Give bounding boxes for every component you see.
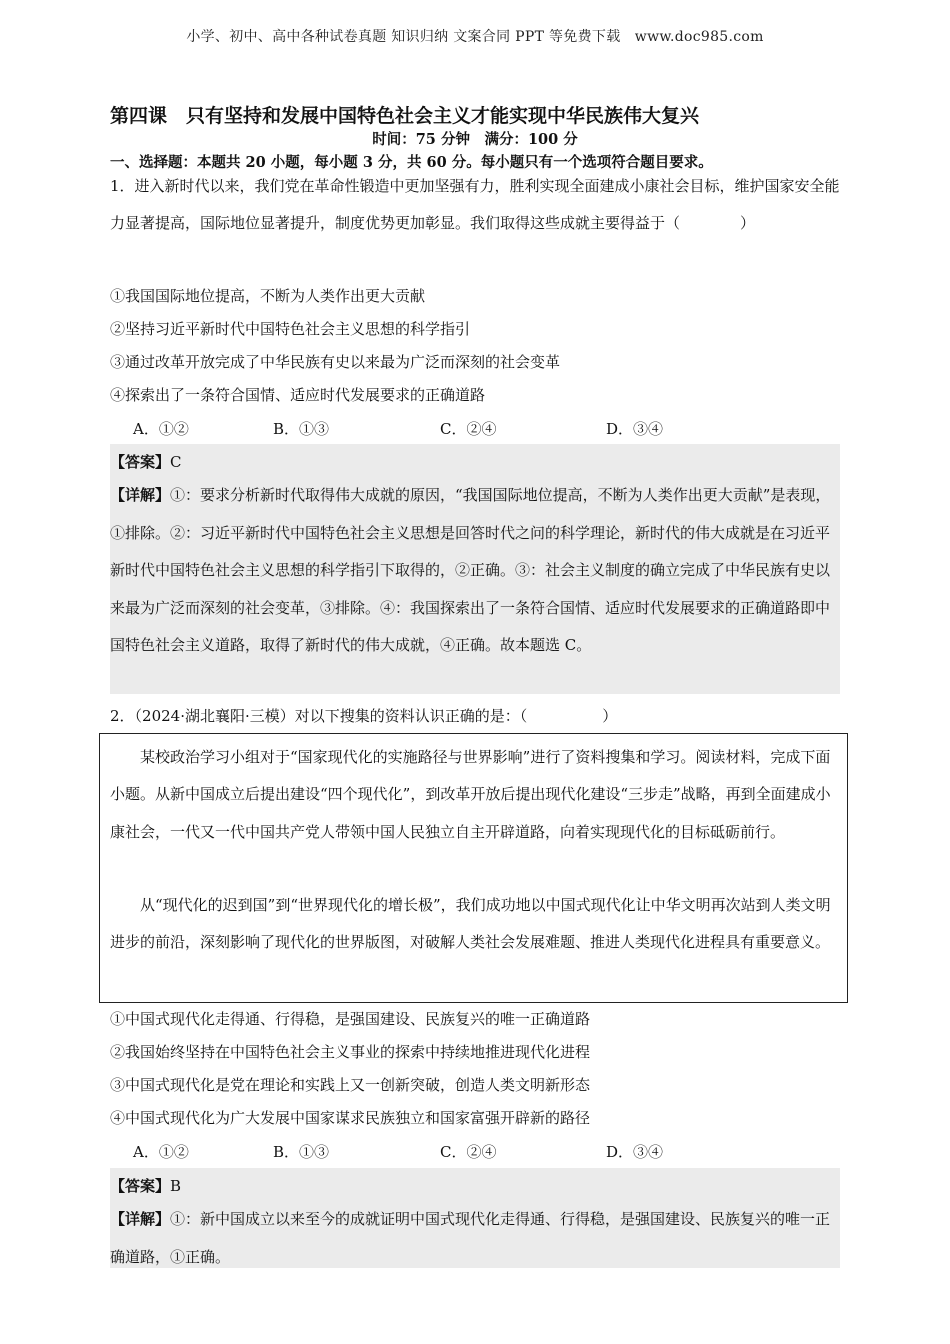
q1-option-4: ④探索出了一条符合国情、适应时代发展要求的正确道路 xyxy=(110,386,486,404)
exam-info: 时间：75 分钟 满分：100 分 xyxy=(372,131,578,148)
q1-option-3: ③通过改革开放完成了中华民族有史以来最为广泛而深刻的社会变革 xyxy=(110,353,561,371)
q2-answer xyxy=(110,1168,840,1206)
question-2-stem: 2．（2024·湖北襄阳·三模）对以下搜集的资料认识正确的是：（ ） xyxy=(110,707,618,725)
q2-detail-text: ①：新中国成立以来至今的成就证明中国式现代化走得通、行得稳，是强国建设、民族复兴的唯一正确道路，①正确。 xyxy=(110,1210,831,1266)
q2-choice-b: B．①③ xyxy=(273,1143,330,1161)
q2-answer-tag: 【答案】 xyxy=(110,1177,171,1195)
q1-detail-tag: 【详解】 xyxy=(110,486,171,504)
q1-choice-a: A．①② xyxy=(133,420,189,438)
material-paragraph-1: 某校政治学习小组对于“国家现代化的实施路径与世界影响”进行了资料搜集和学习。阅读材料，完成下面小题。从新中国成立后提出建设“四个现代化”，到改革开放后提出现代化建设“三步走”战略，再到全面建成小康社会，一代又一代中国共产党人带领中国人民独立自主开辟道路，向着实现现代化的目标砥砺前行。 xyxy=(110,748,831,841)
material-paragraph-2: 从“现代化的迟到国”到“世界现代化的增长极”，我们成功地以中国式现代化让中华文明再次站到人类文明进步的前沿，深刻影响了现代化的世界版图，对破解人类社会发展难题、推进人类现代化进程具有重要意义。 xyxy=(110,896,831,952)
q2-choice-a: A．①② xyxy=(133,1143,189,1161)
q1-choice-b: B．①③ xyxy=(273,420,330,438)
section-heading: 一、选择题：本题共 20 小题，每小题 3 分，共 60 分。每小题只有一个选项符合题目要求。 xyxy=(110,154,713,171)
q2-option-2: ②我国始终坚持在中国特色社会主义事业的探索中持续地推进现代化进程 xyxy=(110,1043,591,1061)
q1-option-1: ①我国国际地位提高，不断为人类作出更大贡献 xyxy=(110,287,426,305)
q1-choice-d: D．③④ xyxy=(606,420,664,438)
q1-detail-text: ①：要求分析新时代取得伟大成就的原因，“我国国际地位提高，不断为人类作出更大贡献”是表现，①排除。②：习近平新时代中国特色社会主义思想是回答时代之问的科学理论，新时代的伟大成就是在习近平新时代中国特色社会主义思想的科学指引下取得的，②正确。③：社会主义制度的确立完成了中华民族有史以来最为广泛而深刻的社会变革，③排除。④：我国探索出了一条符合国情、适应时代发展要求的正确道路即中国特色社会主义道路，取得了新时代的伟大成就，④正确。故本题选 C。 xyxy=(110,486,831,654)
q2-choice-c: C．②④ xyxy=(440,1143,497,1161)
q2-detail xyxy=(110,1201,840,1276)
q2-option-3: ③中国式现代化是党在理论和实践上又一创新突破，创造人类文明新形态 xyxy=(110,1076,591,1094)
q2-detail-tag: 【详解】 xyxy=(110,1210,171,1228)
site-header: 小学、初中、高中各种试卷真题 知识归纳 文案合同 PPT 等免费下载 www.doc985.com xyxy=(186,29,764,45)
q1-choice-c: C．②④ xyxy=(440,420,497,438)
q1-answer-tag: 【答案】 xyxy=(110,453,171,471)
q1-option-2: ②坚持习近平新时代中国特色社会主义思想的科学指引 xyxy=(110,320,471,338)
question-1-stem: 1．进入新时代以来，我们党在革命性锻造中更加坚强有力，胜利实现全面建成小康社会目标，维护国家安全能力显著提高，国际地位显著提升，制度优势更加彰显。我们取得这些成就主要得益于（ ） xyxy=(110,177,840,232)
q1-answer-value: C xyxy=(170,453,182,471)
q2-answer-value: B xyxy=(170,1177,182,1195)
q2-choice-d: D．③④ xyxy=(606,1143,664,1161)
q2-option-1: ①中国式现代化走得通、行得稳，是强国建设、民族复兴的唯一正确道路 xyxy=(110,1010,591,1028)
q1-answer xyxy=(110,444,840,482)
q1-detail xyxy=(110,477,840,665)
lesson-title: 第四课 只有坚持和发展中国特色社会主义才能实现中华民族伟大复兴 xyxy=(110,105,700,127)
q2-option-4: ④中国式现代化为广大发展中国家谋求民族独立和国家富强开辟新的路径 xyxy=(110,1109,591,1127)
